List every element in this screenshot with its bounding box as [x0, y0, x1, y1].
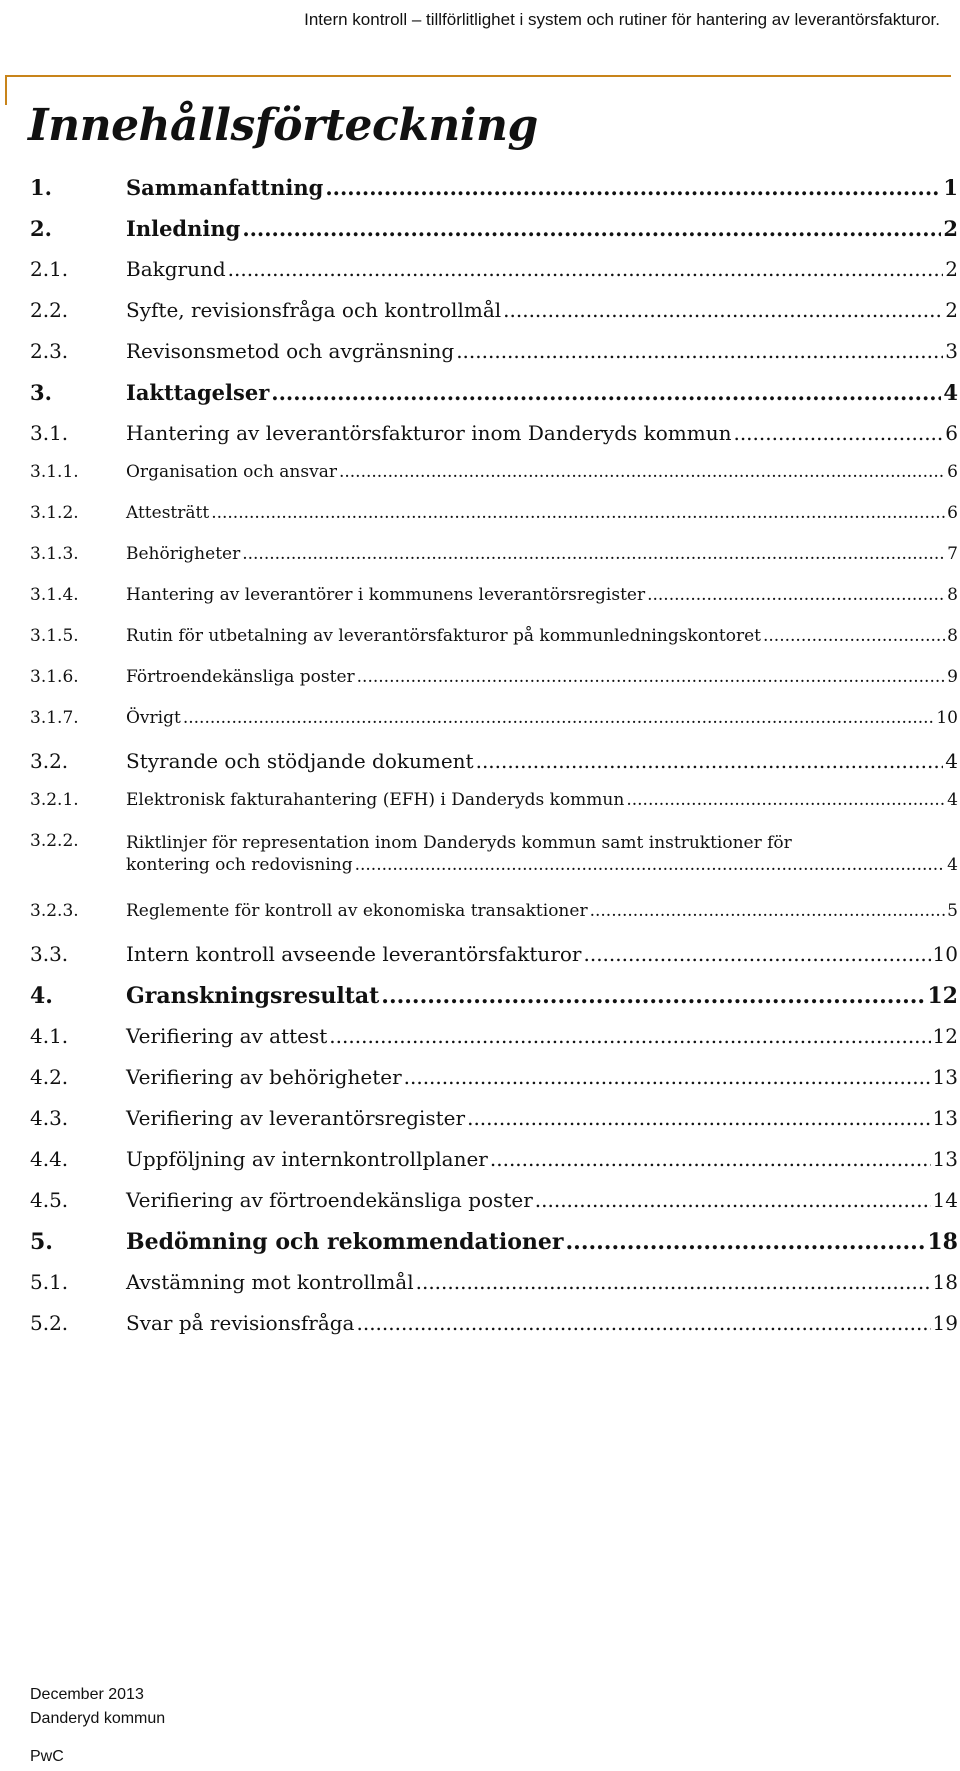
toc-entry-page: 4: [947, 790, 958, 810]
toc-entry[interactable]: [30, 544, 958, 585]
toc-entry[interactable]: [30, 503, 958, 544]
toc-entry[interactable]: [30, 790, 958, 831]
toc-entry[interactable]: [30, 216, 958, 257]
toc-leader-dots: [490, 1147, 931, 1171]
toc-entry-label: Rutin för utbetalning av leverantörsfakturor på kommunledningskontoret: [126, 626, 761, 646]
toc-entry-label: Revisonsmetod och avgränsning: [126, 339, 455, 363]
toc-entry[interactable]: [30, 831, 958, 901]
toc-entry-number: 4.2.: [30, 1065, 69, 1089]
toc-leader-dots: [590, 901, 946, 921]
toc-entry-label: Behörigheter: [126, 544, 241, 564]
toc-entry-label: Avstämning mot kontrollmål: [126, 1270, 414, 1294]
toc-entry-page: 19: [932, 1311, 958, 1335]
toc-entry-page: 14: [932, 1188, 958, 1212]
toc-leader-dots: [242, 216, 941, 241]
toc-entry-page: 7: [947, 544, 958, 564]
toc-entry-page: 2: [945, 298, 958, 322]
toc-entry[interactable]: [30, 1024, 958, 1065]
toc-entry-page: 4: [947, 855, 958, 875]
toc-entry[interactable]: [30, 1065, 958, 1106]
toc-entry-page: 8: [947, 626, 958, 646]
toc-entry-page: 12: [927, 983, 958, 1009]
toc-entry-number: 4.4.: [30, 1147, 69, 1171]
toc-entry-label: Intern kontroll avseende leverantörsfakturor: [126, 942, 582, 966]
toc-entry-label: Bakgrund: [126, 257, 226, 281]
toc-entry-number: 2.3.: [30, 339, 69, 363]
toc-leader-dots: [733, 421, 943, 445]
toc-entry[interactable]: [30, 1147, 958, 1188]
toc-entry[interactable]: [30, 708, 958, 749]
toc-entry[interactable]: [30, 298, 958, 339]
toc-entry-number: 3.2.3.: [30, 901, 79, 921]
footer-company: PwC: [30, 1748, 64, 1765]
toc-entry-number: 4.5.: [30, 1188, 69, 1212]
toc-entry-number: 3.1.5.: [30, 626, 79, 646]
toc-entry[interactable]: [30, 749, 958, 790]
toc-leader-dots: [211, 503, 945, 523]
toc-entry[interactable]: [30, 462, 958, 503]
toc-entry-label: Uppföljning av internkontrollplaner: [126, 1147, 488, 1171]
toc-entry-page: 3: [945, 339, 958, 363]
toc-entry-label: Styrande och stödjande dokument: [126, 749, 474, 773]
toc-leader-dots: [456, 339, 943, 363]
toc-entry-number: 3.: [30, 380, 52, 405]
toc-entry-label: Riktlinjer för representation inom Danderyds kommun samt instruktioner för: [126, 833, 792, 853]
toc-leader-dots: [467, 1106, 930, 1130]
toc-entry-label: Syfte, revisionsfråga och kontrollmål: [126, 298, 502, 322]
footer-date: December 2013: [30, 1686, 144, 1703]
toc-entry-number: 3.3.: [30, 942, 69, 966]
toc-leader-dots: [647, 585, 945, 605]
toc-title: Innehållsförteckning: [28, 100, 538, 151]
toc-entry-label: Granskningsresultat: [126, 983, 380, 1009]
toc-entry[interactable]: [30, 983, 958, 1024]
toc-entry-label: Svar på revisionsfråga: [126, 1311, 355, 1335]
toc-entry-label: Verifiering av leverantörsregister: [126, 1106, 466, 1130]
toc-entry[interactable]: [30, 1311, 958, 1352]
toc-entry-page: 6: [947, 503, 958, 523]
toc-entry[interactable]: [30, 942, 958, 983]
toc-entry-page: 12: [932, 1024, 958, 1048]
toc-entry-page: 6: [947, 462, 958, 482]
toc-entry-number: 3.1.1.: [30, 462, 79, 482]
toc-leader-dots: [356, 1311, 930, 1335]
toc-leader-dots: [242, 544, 945, 564]
toc-leader-dots: [503, 298, 943, 322]
toc-entry[interactable]: [30, 1229, 958, 1270]
toc-entry[interactable]: [30, 1270, 958, 1311]
toc-entry-page: 13: [932, 1065, 958, 1089]
toc-entry-label: Hantering av leverantörer i kommunens leverantörsregister: [126, 585, 646, 605]
toc-leader-dots: [583, 942, 930, 966]
toc-entry-number: 1.: [30, 175, 52, 200]
toc-entry-number: 2.2.: [30, 298, 69, 322]
toc-leader-dots: [271, 380, 941, 405]
toc-entry-number: 3.1.3.: [30, 544, 79, 564]
toc-entry-number: 5.1.: [30, 1270, 69, 1294]
toc-entry[interactable]: [30, 339, 958, 380]
toc-entry-label-continued: kontering och redovisning: [126, 855, 353, 875]
toc-leader-dots: [535, 1188, 931, 1212]
toc-entry-label: Sammanfattning: [126, 175, 324, 200]
toc-entry-page: 5: [947, 901, 958, 921]
toc-leader-dots: [763, 626, 945, 646]
toc-entry[interactable]: [30, 1106, 958, 1147]
toc-leader-dots: [329, 1024, 930, 1048]
toc-entry[interactable]: [30, 667, 958, 708]
toc-entry-label: Inledning: [126, 216, 241, 241]
toc-entry-label: Reglemente för kontroll av ekonomiska transaktioner: [126, 901, 588, 921]
toc-leader-dots: [325, 175, 941, 200]
toc-entry-number: 5.2.: [30, 1311, 69, 1335]
toc-leader-dots: [381, 983, 925, 1009]
toc-entry[interactable]: [30, 1188, 958, 1229]
table-of-contents: [30, 175, 958, 1352]
toc-entry-number: 3.1.: [30, 421, 69, 445]
toc-entry[interactable]: [30, 901, 958, 942]
toc-entry[interactable]: [30, 175, 958, 216]
toc-leader-dots: [626, 790, 945, 810]
toc-entry-number: 2.: [30, 216, 52, 241]
header-rule: [5, 75, 951, 77]
toc-entry[interactable]: [30, 257, 958, 298]
toc-leader-dots: [183, 708, 935, 728]
running-header: Intern kontroll – tillförlitlighet i system och rutiner för hantering av leverantörsfakturor.: [304, 10, 940, 29]
toc-entry-page: 10: [932, 942, 958, 966]
toc-entry-number: 3.2.2.: [30, 831, 79, 851]
toc-entry-label: Iakttagelser: [126, 380, 270, 405]
toc-leader-dots: [355, 855, 946, 875]
toc-entry-label: Övrigt: [126, 708, 181, 728]
toc-entry-label: Bedömning och rekommendationer: [126, 1229, 564, 1255]
toc-entry-page: 1: [943, 175, 958, 200]
toc-entry-label: Attesträtt: [126, 503, 210, 523]
footer-municipality: Danderyd kommun: [30, 1710, 166, 1727]
toc-entry-page: 2: [943, 216, 958, 241]
toc-entry-page: 6: [945, 421, 958, 445]
toc-leader-dots: [339, 462, 945, 482]
toc-entry[interactable]: [30, 380, 958, 421]
toc-entry-page: 9: [947, 667, 958, 687]
toc-entry-number: 3.1.2.: [30, 503, 79, 523]
toc-entry-page: 18: [932, 1270, 958, 1294]
toc-entry-number: 3.1.4.: [30, 585, 79, 605]
toc-entry-label: Hantering av leverantörsfakturor inom Danderyds kommun: [126, 421, 732, 445]
toc-entry[interactable]: [30, 626, 958, 667]
header-rule-corner: [5, 75, 7, 105]
toc-entry-page: 13: [932, 1147, 958, 1171]
toc-entry-number: 3.1.6.: [30, 667, 79, 687]
toc-entry-page: 13: [932, 1106, 958, 1130]
toc-entry-number: 2.1.: [30, 257, 69, 281]
toc-entry-number: 5.: [30, 1229, 53, 1255]
toc-entry-label: Organisation och ansvar: [126, 462, 337, 482]
toc-leader-dots: [357, 667, 946, 687]
toc-entry-number: 4.: [30, 983, 53, 1009]
toc-leader-dots: [416, 1270, 931, 1294]
toc-entry-label: Verifiering av behörigheter: [126, 1065, 402, 1089]
toc-entry-label: Elektronisk fakturahantering (EFH) i Danderyds kommun: [126, 790, 625, 810]
toc-leader-dots: [404, 1065, 931, 1089]
toc-entry-number: 3.2.1.: [30, 790, 79, 810]
toc-entry-number: 4.3.: [30, 1106, 69, 1130]
toc-entry-number: 3.2.: [30, 749, 69, 773]
toc-entry-page: 8: [947, 585, 958, 605]
toc-entry-number: 4.1.: [30, 1024, 69, 1048]
toc-entry-page: 4: [943, 380, 958, 405]
toc-entry-label: Förtroendekänsliga poster: [126, 667, 355, 687]
toc-leader-dots: [228, 257, 944, 281]
toc-entry-page: 18: [927, 1229, 958, 1255]
toc-entry-page: 4: [945, 749, 958, 773]
toc-entry-number: 3.1.7.: [30, 708, 79, 728]
toc-entry[interactable]: [30, 585, 958, 626]
toc-leader-dots: [476, 749, 944, 773]
toc-entry[interactable]: [30, 421, 958, 462]
toc-entry-page: 2: [945, 257, 958, 281]
toc-entry-label: Verifiering av attest: [126, 1024, 328, 1048]
toc-entry-label: Verifiering av förtroendekänsliga poster: [126, 1188, 533, 1212]
toc-leader-dots: [566, 1229, 926, 1255]
toc-entry-page: 10: [936, 708, 958, 728]
